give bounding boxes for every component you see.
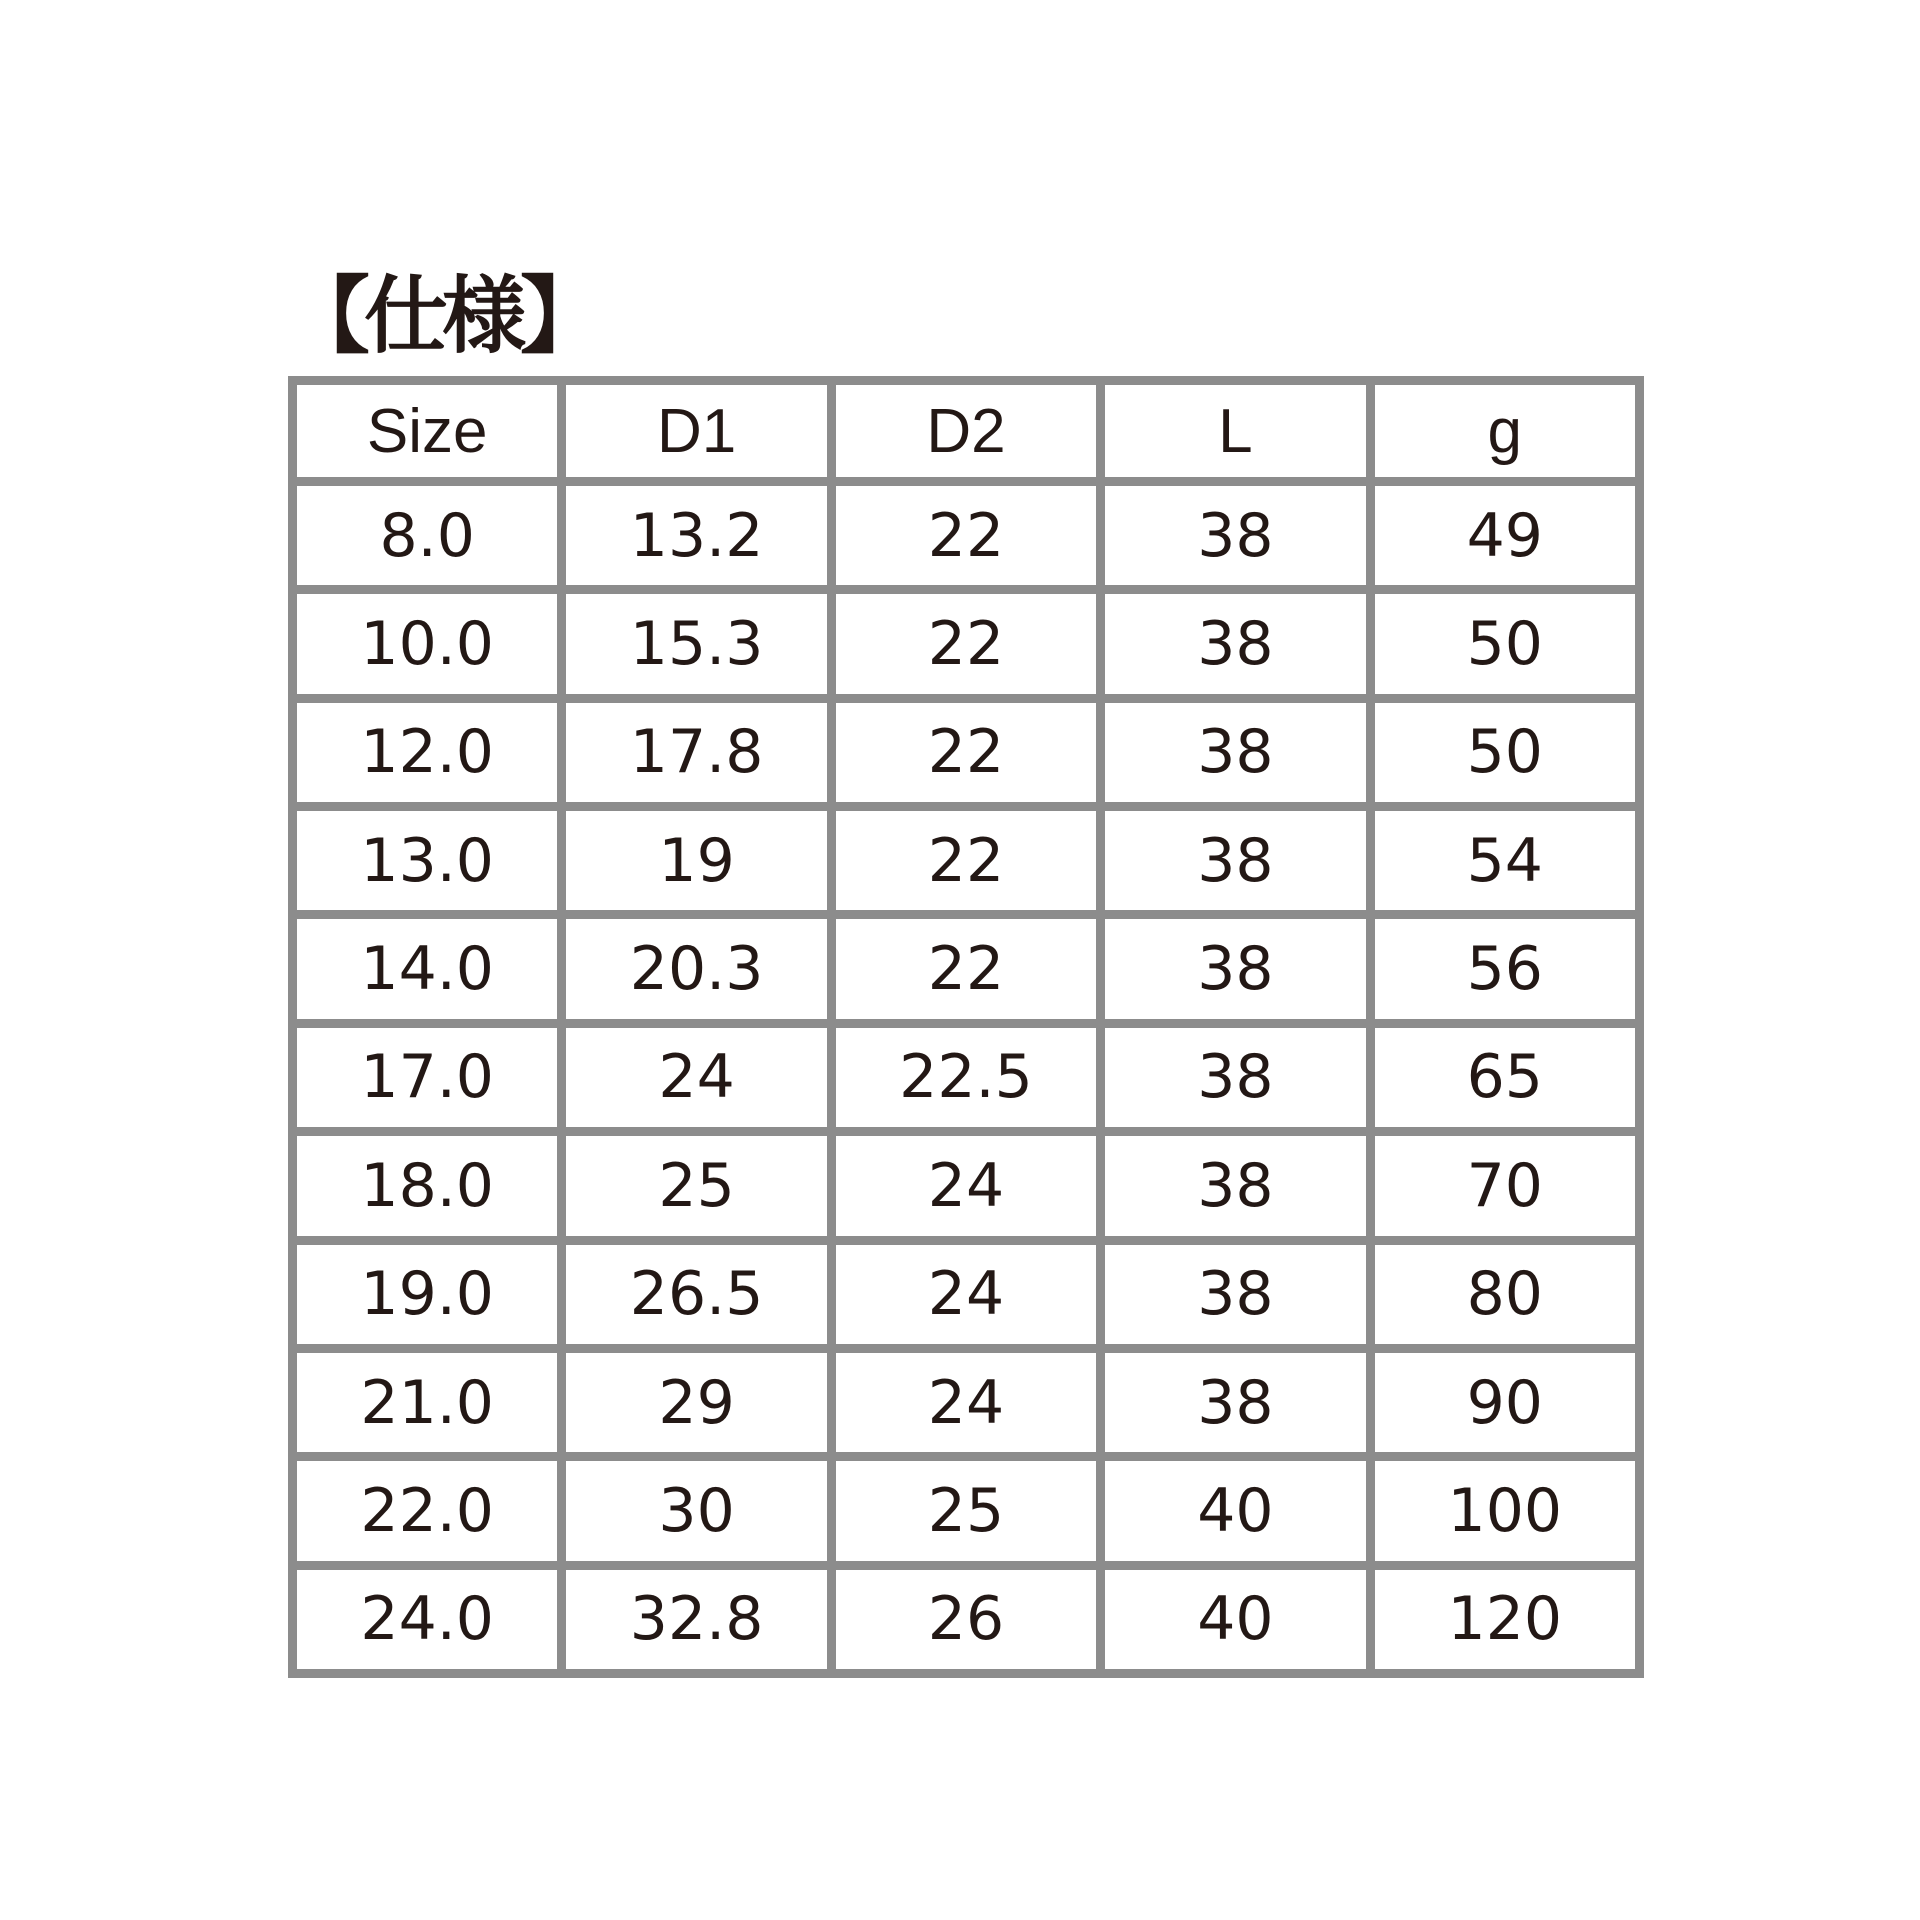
cell-d1: 29	[566, 1353, 826, 1452]
cell-d1: 17.8	[566, 703, 826, 802]
cell-g: 70	[1375, 1136, 1635, 1235]
cell-size: 19.0	[297, 1245, 557, 1344]
cell-d1: 25	[566, 1136, 826, 1235]
cell-d1: 30	[566, 1461, 826, 1560]
cell-l: 40	[1105, 1461, 1365, 1560]
cell-d1: 24	[566, 1028, 826, 1127]
cell-l: 38	[1105, 919, 1365, 1018]
cell-size: 12.0	[297, 703, 557, 802]
header-d1: D1	[566, 385, 826, 477]
cell-d2: 25	[836, 1461, 1096, 1560]
table-row	[297, 1028, 1635, 1127]
cell-d2: 22	[836, 594, 1096, 693]
table-row	[297, 811, 1635, 910]
cell-size: 24.0	[297, 1570, 557, 1669]
cell-size: 14.0	[297, 919, 557, 1018]
header-size: Size	[297, 385, 557, 477]
table-row	[297, 1245, 1635, 1344]
table-row	[297, 919, 1635, 1018]
table-row	[297, 1570, 1635, 1669]
cell-d2: 24	[836, 1245, 1096, 1344]
cell-l: 38	[1105, 811, 1365, 910]
cell-g: 50	[1375, 594, 1635, 693]
cell-g: 65	[1375, 1028, 1635, 1127]
table-row	[297, 486, 1635, 585]
table-row	[297, 594, 1635, 693]
cell-d1: 19	[566, 811, 826, 910]
cell-size: 18.0	[297, 1136, 557, 1235]
cell-d2: 22	[836, 486, 1096, 585]
cell-d2: 24	[836, 1353, 1096, 1452]
cell-g: 80	[1375, 1245, 1635, 1344]
table-row	[297, 703, 1635, 802]
cell-size: 17.0	[297, 1028, 557, 1127]
cell-l: 40	[1105, 1570, 1365, 1669]
table-body	[297, 486, 1635, 1669]
cell-g: 49	[1375, 486, 1635, 585]
cell-l: 38	[1105, 1028, 1365, 1127]
cell-l: 38	[1105, 594, 1365, 693]
cell-d2: 24	[836, 1136, 1096, 1235]
cell-d2: 22	[836, 811, 1096, 910]
table-row	[297, 1136, 1635, 1235]
header-g: g	[1375, 385, 1635, 477]
cell-d2: 22.5	[836, 1028, 1096, 1127]
header-l: L	[1105, 385, 1365, 477]
cell-g: 56	[1375, 919, 1635, 1018]
cell-d1: 15.3	[566, 594, 826, 693]
cell-size: 13.0	[297, 811, 557, 910]
cell-d2: 22	[836, 919, 1096, 1018]
cell-d1: 32.8	[566, 1570, 826, 1669]
cell-l: 38	[1105, 1245, 1365, 1344]
cell-l: 38	[1105, 1353, 1365, 1452]
header-d2: D2	[836, 385, 1096, 477]
cell-g: 100	[1375, 1461, 1635, 1560]
page-title: 【仕様】	[286, 267, 599, 365]
cell-size: 10.0	[297, 594, 557, 693]
cell-size: 22.0	[297, 1461, 557, 1560]
cell-l: 38	[1105, 486, 1365, 585]
cell-l: 38	[1105, 1136, 1365, 1235]
cell-g: 120	[1375, 1570, 1635, 1669]
cell-d2: 26	[836, 1570, 1096, 1669]
cell-g: 90	[1375, 1353, 1635, 1452]
table-row	[297, 1353, 1635, 1452]
cell-g: 50	[1375, 703, 1635, 802]
spec-table	[288, 376, 1644, 1678]
table-header-row	[297, 385, 1635, 477]
cell-size: 21.0	[297, 1353, 557, 1452]
cell-g: 54	[1375, 811, 1635, 910]
cell-d2: 22	[836, 703, 1096, 802]
cell-size: 8.0	[297, 486, 557, 585]
cell-d1: 20.3	[566, 919, 826, 1018]
table-row	[297, 1461, 1635, 1560]
cell-l: 38	[1105, 703, 1365, 802]
cell-d1: 13.2	[566, 486, 826, 585]
cell-d1: 26.5	[566, 1245, 826, 1344]
